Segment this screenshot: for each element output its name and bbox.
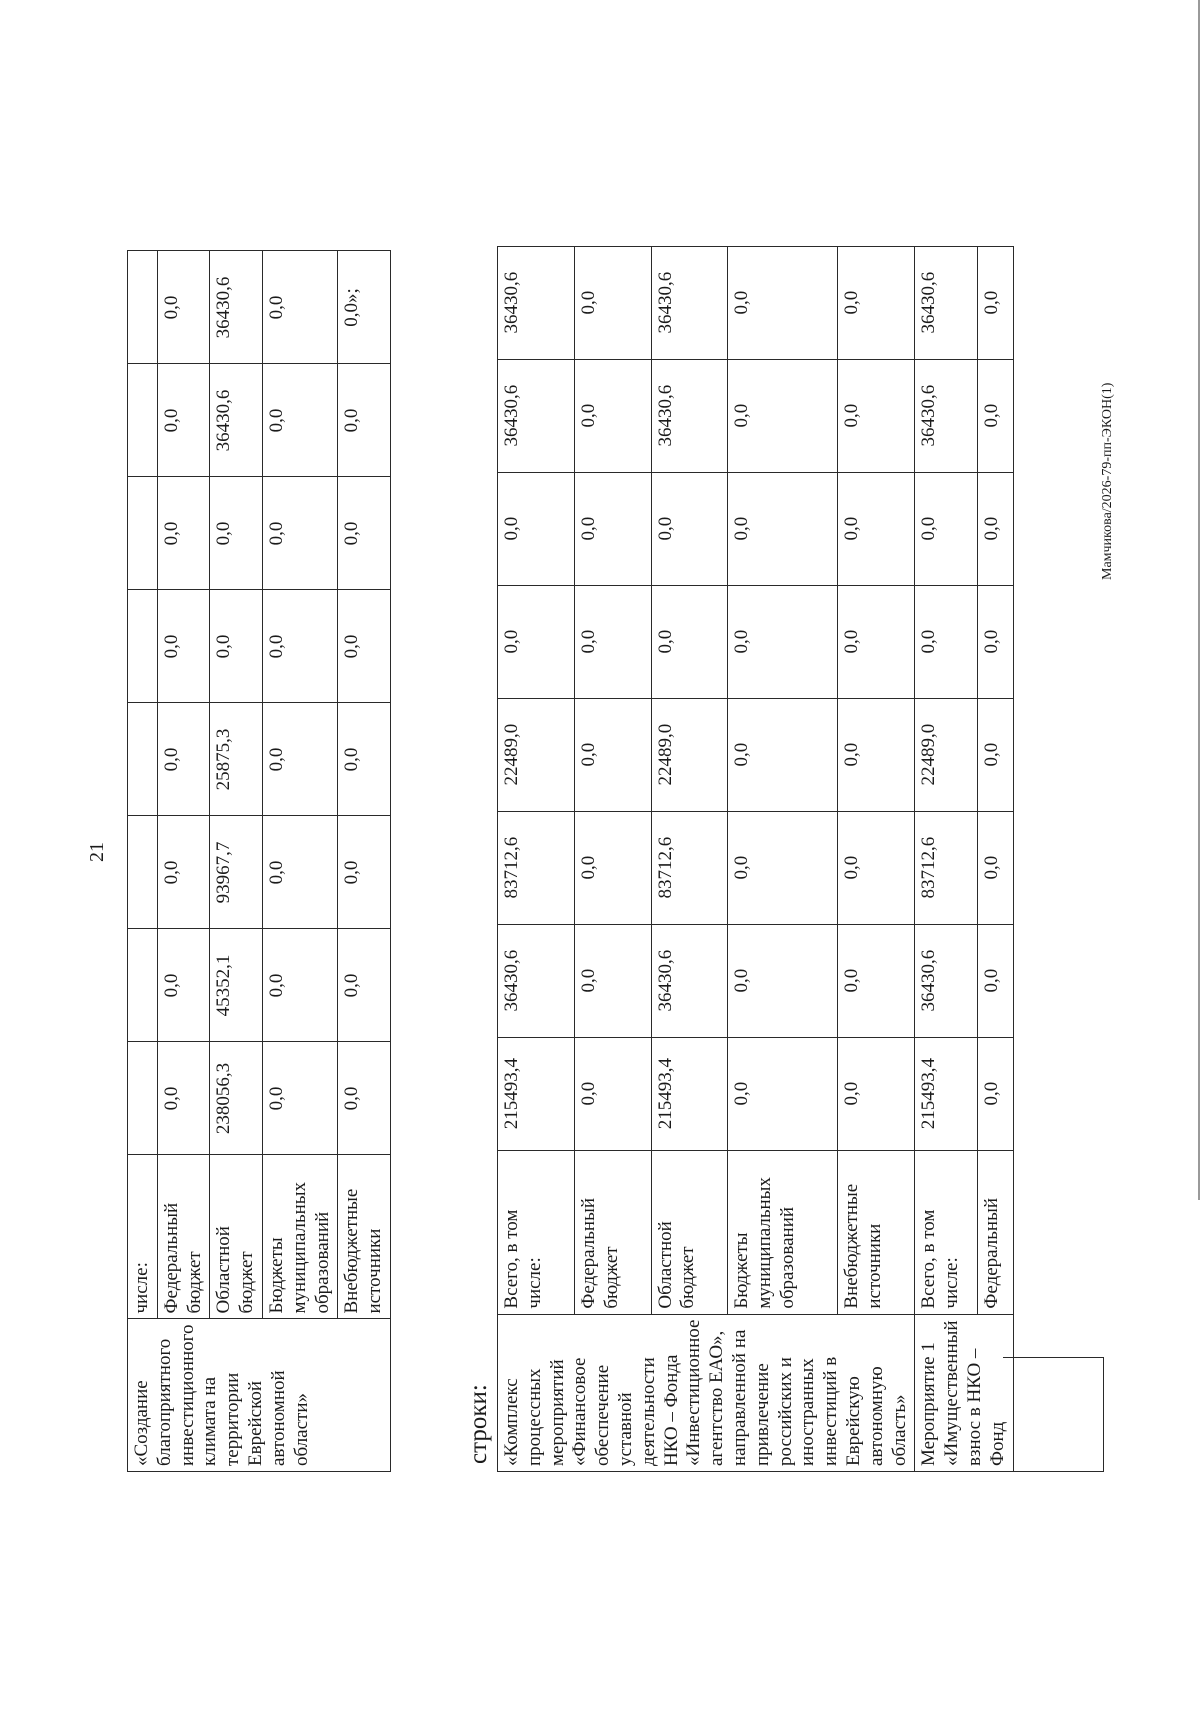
table2-body bbox=[498, 246, 1014, 1471]
amount-cell: 0,0 bbox=[978, 811, 1014, 924]
table-row bbox=[128, 251, 158, 1472]
amount-cell: 215493,4 bbox=[498, 1037, 575, 1150]
amount-cell: 238056,3 bbox=[210, 1042, 263, 1155]
amount-cell bbox=[128, 1042, 158, 1155]
amount-cell: 0,0 bbox=[574, 811, 651, 924]
amount-cell: 0,0 bbox=[574, 1037, 651, 1150]
amount-cell: 36430,6 bbox=[651, 359, 728, 472]
amount-cell: 36430,6 bbox=[651, 246, 728, 359]
amount-cell: 0,0 bbox=[838, 246, 915, 359]
amount-cell bbox=[128, 703, 158, 816]
amount-cell: 0,0 bbox=[338, 590, 391, 703]
funding-source-cell: Бюджеты муниципальных образований bbox=[728, 1150, 838, 1314]
amount-cell: 0,0 bbox=[157, 816, 210, 929]
table-row bbox=[262, 251, 337, 1472]
amount-cell: 45352,1 bbox=[210, 929, 263, 1042]
amount-cell: 0,0 bbox=[651, 585, 728, 698]
amount-cell: 0,0 bbox=[574, 698, 651, 811]
amount-cell: 83712,6 bbox=[651, 811, 728, 924]
amount-cell: 36430,6 bbox=[651, 924, 728, 1037]
funding-source-cell: Областной бюджет bbox=[210, 1155, 263, 1319]
amount-cell: 0,0 bbox=[262, 816, 337, 929]
amount-cell: 0,0 bbox=[978, 359, 1014, 472]
amount-cell: 0,0 bbox=[574, 585, 651, 698]
amount-cell: 83712,6 bbox=[915, 811, 978, 924]
amount-cell: 0,0 bbox=[262, 477, 337, 590]
amount-cell bbox=[128, 816, 158, 929]
table-row bbox=[210, 251, 263, 1472]
amount-cell: 0,0 bbox=[157, 929, 210, 1042]
amount-cell: 0,0 bbox=[498, 585, 575, 698]
program-title-cell: «Создание благоприятного инвестиционного климата на территории Еврейской автономной области» bbox=[128, 1319, 391, 1472]
amount-cell: 0,0 bbox=[728, 924, 838, 1037]
amount-cell: 0,0 bbox=[915, 585, 978, 698]
amount-cell: 36430,6 bbox=[210, 364, 263, 477]
amount-cell: 0,0»; bbox=[338, 251, 391, 364]
amount-cell: 0,0 bbox=[838, 924, 915, 1037]
amount-cell: 22489,0 bbox=[498, 698, 575, 811]
amount-cell: 0,0 bbox=[157, 251, 210, 364]
amount-cell: 215493,4 bbox=[915, 1037, 978, 1150]
amount-cell: 0,0 bbox=[978, 698, 1014, 811]
amount-cell: 0,0 bbox=[262, 703, 337, 816]
amount-cell: 0,0 bbox=[978, 585, 1014, 698]
amount-cell bbox=[128, 364, 158, 477]
amount-cell: 0,0 bbox=[978, 924, 1014, 1037]
amount-cell: 36430,6 bbox=[915, 246, 978, 359]
page-number: 21 bbox=[86, 842, 108, 862]
amount-cell: 93967,7 bbox=[210, 816, 263, 929]
amount-cell: 22489,0 bbox=[915, 698, 978, 811]
amount-cell: 0,0 bbox=[728, 246, 838, 359]
funding-table-1 bbox=[127, 251, 391, 1473]
amount-cell: 25875,3 bbox=[210, 703, 263, 816]
amount-cell: 0,0 bbox=[728, 811, 838, 924]
amount-cell: 215493,4 bbox=[651, 1037, 728, 1150]
funding-source-cell: Федеральный bbox=[978, 1150, 1014, 1314]
amount-cell: 0,0 bbox=[262, 590, 337, 703]
amount-cell: 0,0 bbox=[728, 472, 838, 585]
table-row bbox=[978, 246, 1014, 1471]
amount-cell: 22489,0 bbox=[651, 698, 728, 811]
amount-cell: 0,0 bbox=[210, 590, 263, 703]
section-label: строки: bbox=[465, 1384, 492, 1464]
amount-cell: 0,0 bbox=[978, 472, 1014, 585]
amount-cell bbox=[128, 251, 158, 364]
amount-cell: 0,0 bbox=[651, 472, 728, 585]
funding-source-cell: Всего, в том числе: bbox=[915, 1150, 978, 1314]
amount-cell: 0,0 bbox=[338, 929, 391, 1042]
amount-cell bbox=[128, 929, 158, 1042]
amount-cell: 36430,6 bbox=[498, 924, 575, 1037]
table-row bbox=[651, 246, 728, 1471]
amount-cell: 0,0 bbox=[157, 364, 210, 477]
amount-cell: 0,0 bbox=[157, 590, 210, 703]
continued-title-cell bbox=[1003, 1357, 1104, 1472]
amount-cell: 0,0 bbox=[838, 698, 915, 811]
amount-cell: 0,0 bbox=[338, 816, 391, 929]
amount-cell: 36430,6 bbox=[498, 359, 575, 472]
amount-cell: 0,0 bbox=[338, 1042, 391, 1155]
funding-source-cell: Федеральный бюджет bbox=[157, 1155, 210, 1319]
amount-cell: 0,0 bbox=[838, 472, 915, 585]
amount-cell: 36430,6 bbox=[210, 251, 263, 364]
table-row bbox=[338, 251, 391, 1472]
funding-source-cell: Внебюджетные источники bbox=[338, 1155, 391, 1319]
table-row bbox=[838, 246, 915, 1471]
amount-cell: 0,0 bbox=[262, 364, 337, 477]
amount-cell: 0,0 bbox=[157, 703, 210, 816]
program-title-cell: Мероприятие 1 «Имущественный взнос в НКО – Фонд bbox=[915, 1314, 1013, 1471]
amount-cell bbox=[128, 590, 158, 703]
amount-cell: 0,0 bbox=[262, 251, 337, 364]
table-row bbox=[728, 246, 838, 1471]
amount-cell: 0,0 bbox=[157, 477, 210, 590]
funding-source-cell: числе: bbox=[128, 1155, 158, 1319]
funding-source-cell: Всего, в том числе: bbox=[498, 1150, 575, 1314]
amount-cell: 0,0 bbox=[838, 811, 915, 924]
amount-cell: 0,0 bbox=[728, 585, 838, 698]
amount-cell: 0,0 bbox=[498, 472, 575, 585]
funding-source-cell: Бюджеты муниципальных образований bbox=[262, 1155, 337, 1319]
amount-cell: 0,0 bbox=[574, 359, 651, 472]
amount-cell: 0,0 bbox=[978, 1037, 1014, 1150]
amount-cell: 0,0 bbox=[728, 359, 838, 472]
amount-cell: 0,0 bbox=[157, 1042, 210, 1155]
amount-cell: 0,0 bbox=[574, 472, 651, 585]
amount-cell: 0,0 bbox=[728, 1037, 838, 1150]
amount-cell: 0,0 bbox=[262, 1042, 337, 1155]
table-row bbox=[498, 246, 575, 1471]
amount-cell: 0,0 bbox=[838, 1037, 915, 1150]
amount-cell: 83712,6 bbox=[498, 811, 575, 924]
table1-body bbox=[128, 251, 391, 1472]
amount-cell: 0,0 bbox=[574, 924, 651, 1037]
table-row bbox=[157, 251, 210, 1472]
funding-source-cell: Федеральный бюджет bbox=[574, 1150, 651, 1314]
amount-cell: 36430,6 bbox=[915, 359, 978, 472]
amount-cell bbox=[128, 477, 158, 590]
amount-cell: 0,0 bbox=[915, 472, 978, 585]
amount-cell: 0,0 bbox=[338, 477, 391, 590]
table-row bbox=[915, 246, 978, 1471]
program-title-cell: «Комплекс процессных мероприятий «Финансовое обеспечение уставной деятельности НКО – Фонда «Инвестиционное агентство ЕАО», направленной на привлечение российских и иностранных инвестиций в Еврейскую автономную область» bbox=[498, 1314, 915, 1471]
funding-source-cell: Областной бюджет bbox=[651, 1150, 728, 1314]
amount-cell: 36430,6 bbox=[498, 246, 575, 359]
table-row bbox=[574, 246, 651, 1471]
funding-source-cell: Внебюджетные источники bbox=[838, 1150, 915, 1314]
amount-cell: 0,0 bbox=[210, 477, 263, 590]
amount-cell: 0,0 bbox=[574, 246, 651, 359]
amount-cell: 36430,6 bbox=[915, 924, 978, 1037]
amount-cell: 0,0 bbox=[838, 359, 915, 472]
amount-cell: 0,0 bbox=[262, 929, 337, 1042]
funding-table-2 bbox=[497, 246, 1014, 1472]
amount-cell: 0,0 bbox=[978, 246, 1014, 359]
amount-cell: 0,0 bbox=[838, 585, 915, 698]
amount-cell: 0,0 bbox=[338, 364, 391, 477]
amount-cell: 0,0 bbox=[338, 703, 391, 816]
amount-cell: 0,0 bbox=[728, 698, 838, 811]
document-footer: Мамчикова/2026-79-пп-ЭКОН(1) bbox=[1100, 382, 1115, 580]
